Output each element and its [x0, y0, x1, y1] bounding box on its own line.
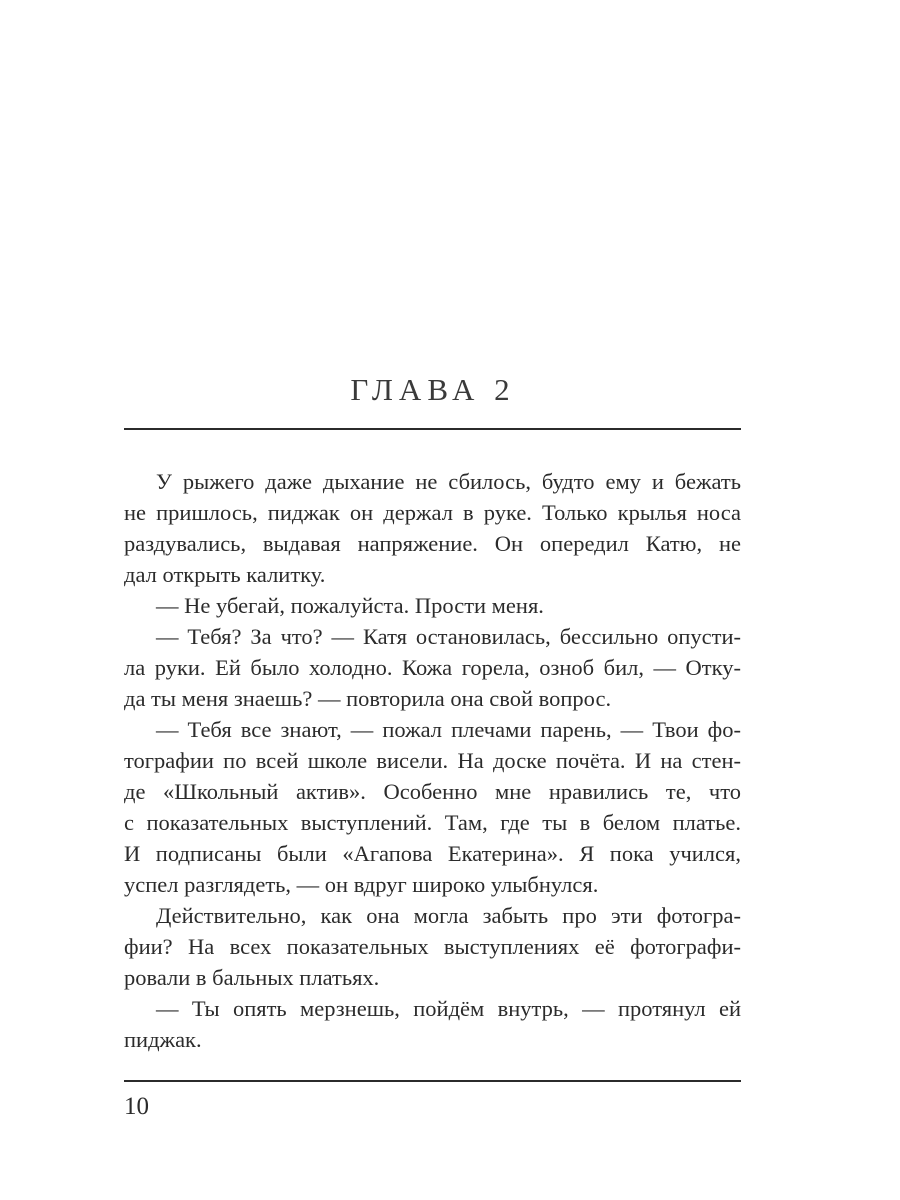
text-line: фии? На всех показательных выступлениях её фотографи-	[124, 934, 741, 959]
text-line: — Тебя все знают, — пожал плечами парень, — Твои фо-	[156, 717, 741, 742]
text-line: — Тебя? За что? — Катя остановилась, бессильно опусти-	[156, 624, 741, 649]
chapter-title: ГЛАВА 2	[350, 372, 516, 407]
text-line: с показательных выступлений. Там, где ты в белом платье.	[124, 810, 741, 835]
text-line: де «Школьный актив». Особенно мне нравились те, что	[124, 779, 741, 804]
text-line: — Ты опять мерзнешь, пойдём внутрь, — протянул ей	[156, 996, 741, 1021]
text-line: не пришлось, пиджак он держал в руке. Только крылья носа	[124, 500, 741, 525]
text-line: — Не убегай, пожалуйста. Прости меня.	[156, 593, 544, 618]
text-line: И подписаны были «Агапова Екатерина». Я пока учился,	[124, 841, 741, 866]
body-text	[124, 466, 741, 1055]
text-line: пиджак.	[124, 1027, 202, 1052]
bottom-divider	[124, 1080, 741, 1082]
text-line: Действительно, как она могла забыть про эти фотогра-	[156, 903, 741, 928]
text-line: успел разглядеть, — он вдруг широко улыбнулся.	[124, 872, 599, 897]
text-line: ровали в бальных платьях.	[124, 965, 380, 990]
text-line: раздувались, выдавая напряжение. Он опередил Катю, не	[124, 531, 741, 556]
text-line: тографии по всей школе висели. На доске почёта. И на стен-	[124, 748, 741, 773]
text-line: У рыжего даже дыхание не сбилось, будто ему и бежать	[156, 469, 741, 494]
top-divider	[124, 428, 741, 430]
text-line: да ты меня знаешь? — повторила она свой вопрос.	[124, 686, 612, 711]
page-number: 10	[124, 1093, 149, 1120]
text-line: ла руки. Ей было холодно. Кожа горела, озноб бил, — Отку-	[124, 655, 741, 680]
text-line: дал открыть калитку.	[124, 562, 326, 587]
